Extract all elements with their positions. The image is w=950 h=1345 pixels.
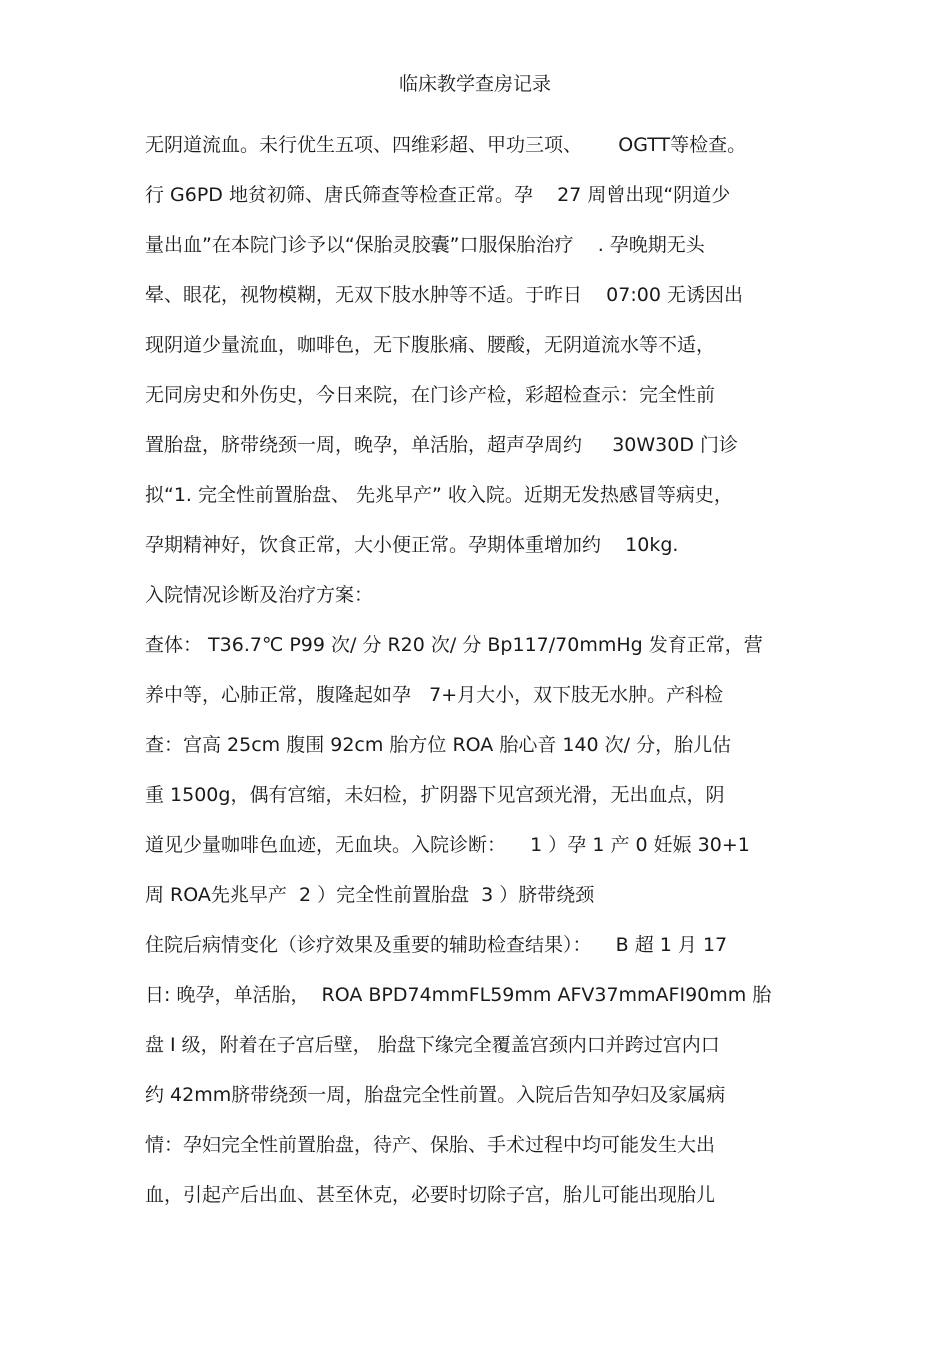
- body-line: 日: 晚孕，单活胎， ROA BPD74mmFL59mm AFV37mmAFI90mm 胎: [145, 984, 772, 1006]
- body-line: 置胎盘，脐带绕颈一周，晚孕，单活胎，超声孕周约 30W30D 门诊: [145, 434, 739, 456]
- body-line: 查：宫高 25cm 腹围 92cm 胎方位 ROA 胎心音 140 次/ 分，胎儿估: [145, 734, 732, 756]
- body-line: 养中等，心肺正常，腹隆起如孕 7+月大小，双下肢无水肿。产科检: [145, 684, 724, 706]
- body-line: 周 ROA先兆早产 2 ）完全性前置胎盘 3 ）脐带绕颈: [145, 884, 595, 906]
- body-line: 现阴道少量流血，咖啡色，无下腹胀痛、腰酸，无阴道流水等不适，: [145, 334, 716, 356]
- body-line: 孕期精神好，饮食正常，大小便正常。孕期体重增加约 10kg.: [145, 534, 679, 556]
- page-title: 临床教学查房记录: [398, 73, 551, 95]
- body-line: 行 G6PD 地贫初筛、唐氏筛查等检查正常。孕 27 周曾出现“阴道少: [145, 184, 731, 206]
- body-line: 重 1500g，偶有宫缩，未妇检，扩阴器下见宫颈光滑，无出血点，阴: [145, 784, 725, 806]
- body-line: 约 42mm脐带绕颈一周，胎盘完全性前置。入院后告知孕妇及家属病: [145, 1084, 726, 1106]
- body-line: 情：孕妇完全性前置胎盘，待产、保胎、手术过程中均可能发生大出: [145, 1134, 716, 1156]
- body-line: 血，引起产后出血、甚至休克，必要时切除子宫，胎儿可能出现胎儿: [145, 1184, 716, 1206]
- body-line: 无同房史和外伤史，今日来院，在门诊产检，彩超检查示：完全性前: [145, 384, 716, 406]
- body-line: 道见少量咖啡色血迹，无血块。入院诊断： 1 ）孕 1 产 0 妊娠 30+1: [145, 834, 750, 856]
- body-line: 量出血”在本院门诊予以“保胎灵胶囊”口服保胎治疗 . 孕晚期无头: [145, 234, 705, 256]
- body-line: 住院后病情变化（诊疗效果及重要的辅助检查结果）： B 超 1 月 17: [145, 934, 728, 956]
- body-line: 拟“1. 完全性前置胎盘、 先兆早产” 收入院。近期无发热感冒等病史，: [145, 484, 733, 506]
- body-line: 晕、眼花，视物模糊，无双下肢水肿等不适。于昨日 07:00 无诱因出: [145, 284, 743, 306]
- section-heading: 入院情况诊断及治疗方案：: [145, 584, 374, 606]
- body-line: 查体： T36.7℃ P99 次/ 分 R20 次/ 分 Bp117/70mmHg 发育正常，营: [145, 634, 763, 656]
- body-line: 无阴道流血。未行优生五项、四维彩超、甲功三项、 OGTT等检查。: [145, 134, 747, 156]
- body-line: 盘 I 级，附着在子宫后壁， 胎盘下缘完全覆盖宫颈内口并跨过宫内口: [145, 1034, 720, 1056]
